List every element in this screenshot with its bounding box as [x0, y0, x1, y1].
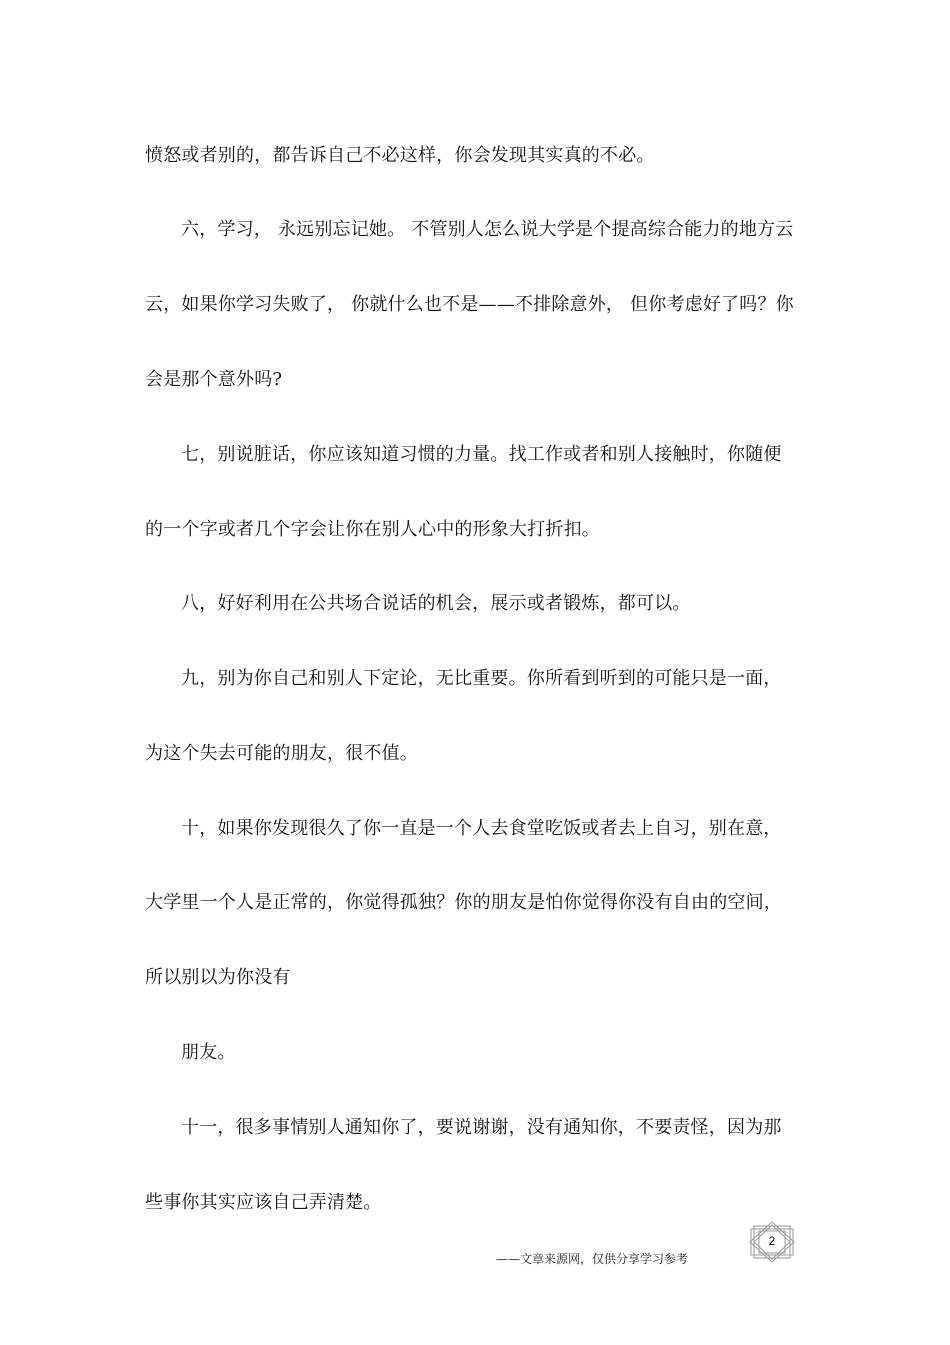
text-line: 的一个字或者几个字会让你在别人心中的形象大打折扣。 — [145, 519, 600, 540]
footer-source-note: ——文章来源网，仅供分享学习参考 — [496, 1252, 689, 1266]
page-number-badge — [747, 1221, 797, 1263]
text-line: 会是那个意外吗? — [145, 369, 283, 390]
text-line: 十一，很多事情别人通知你了，要说谢谢，没有通知你，不要责怪，因为那 — [181, 1117, 782, 1138]
text-line: 愤怒或者别的，都告诉自己不必这样，你会发现其实真的不必。 — [145, 145, 655, 166]
page-number: 2 — [768, 1234, 776, 1248]
text-line: 所以别以为你没有 — [145, 967, 291, 988]
text-line: 云，如果你学习失败了， 你就什么也不是——不排除意外， 但你考虑好了吗？你 — [145, 294, 794, 315]
text-line: 朋友。 — [181, 1042, 236, 1063]
text-line: 九，别为你自己和别人下定论，无比重要。你所看到听到的可能只是一面， — [181, 668, 782, 689]
text-line: 八，好好利用在公共场合说话的机会，展示或者锻炼，都可以。 — [181, 593, 691, 614]
text-line: 大学里一个人是正常的，你觉得孤独？你的朋友是怕你觉得你没有自由的空间， — [145, 892, 782, 913]
text-line: 七，别说脏话，你应该知道习惯的力量。找工作或者和别人接触时，你随便 — [181, 444, 782, 465]
text-line: 为这个失去可能的朋友，很不值。 — [145, 743, 418, 764]
text-line: 六，学习， 永远别忘记她。 不管别人怎么说大学是个提高综合能力的地方云 — [181, 219, 794, 240]
text-line: 些事你其实应该自己弄清楚。 — [145, 1192, 382, 1213]
text-line: 十，如果你发现很久了你一直是一个人去食堂吃饭或者去上自习，别在意， — [181, 818, 782, 839]
